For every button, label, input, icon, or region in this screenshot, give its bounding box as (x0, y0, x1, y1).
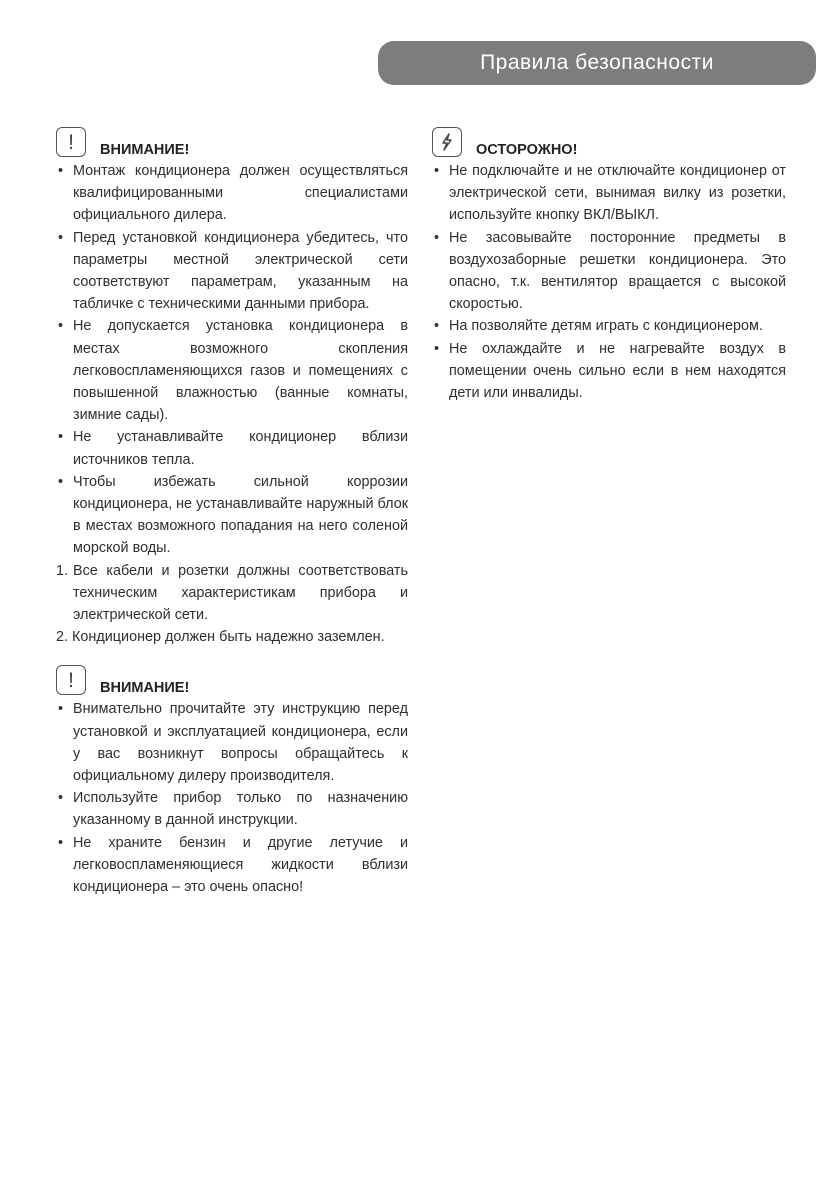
list-item: • На позволяйте детям играть с кондиционером. (434, 318, 763, 335)
warning-list-1 (56, 160, 408, 648)
list-item: • Не допускается установка кондиционера в местах возможного скопления легковоспламеняющихся газов и помещениях с повышенной влажностью (ванные комнаты, зимние сады). (58, 318, 408, 424)
page-header-tab (378, 41, 816, 85)
section-title: ВНИМАНИЕ! (100, 142, 190, 158)
caution-header (432, 123, 786, 157)
numbered-item: 2. Кондиционер должен быть надежно заземлен. (56, 629, 385, 646)
list-item: • Используйте прибор только по назначению указанному в данной инструкции. (58, 790, 408, 829)
list-item: • Монтаж кондиционера должен осуществляться квалифицированными специалистами официального дилера. (58, 163, 408, 224)
warning-list-2 (56, 698, 408, 898)
list-item: • Не подключайте и не отключайте кондиционер от электрической сети, вынимая вилку из розетки, используйте кнопку ВКЛ/ВЫКЛ. (434, 163, 786, 224)
list-item: • Не храните бензин и другие летучие и легковоспламеняющиеся жидкости вблизи кондиционера – это очень опасно! (58, 834, 408, 896)
warning-header-1 (56, 123, 408, 157)
caution-list (432, 160, 786, 404)
section-title: ВНИМАНИЕ! (100, 680, 190, 697)
list-item: • Внимательно прочитайте эту инструкцию перед установкой и эксплуатацией кондиционера, если у вас возникнут вопросы обращайтесь к официальному дилеру производителя. (58, 701, 408, 785)
list-item: • Не охлаждайте и не нагревайте воздух в помещении очень сильно если в нем находятся дети или инвалиды. (434, 340, 786, 402)
list-item: • Перед установкой кондиционера убедитесь, что параметры местной электрической сети соответствуют параметрам, указанным на табличке с техническими данными прибора. (58, 229, 408, 313)
list-item: • Не засовывайте посторонние предметы в воздухозаборные решетки кондиционера. Это опасно, т.к. вентилятор вращается с высокой скоростью. (434, 229, 786, 313)
list-item: • Не устанавливайте кондиционер вблизи источников тепла. (58, 429, 408, 468)
section-title: ОСТОРОЖНО! (476, 142, 578, 158)
left-column (56, 123, 408, 898)
list-item: • Чтобы избежать сильной коррозии кондиционера, не устанавливайте наружный блок в местах возможного попадания на него соленой морской воды. (58, 473, 408, 557)
right-column (432, 123, 786, 404)
warning-header-2 (56, 661, 408, 695)
lightning-icon (432, 127, 462, 157)
page-title: Правила безопасности (480, 51, 714, 74)
numbered-item: 1. Все кабели и розетки должны соответствовать техническим характеристикам прибора и электрической сети. (56, 562, 408, 624)
exclamation-icon: ! (56, 127, 86, 157)
exclamation-icon: ! (56, 665, 86, 695)
